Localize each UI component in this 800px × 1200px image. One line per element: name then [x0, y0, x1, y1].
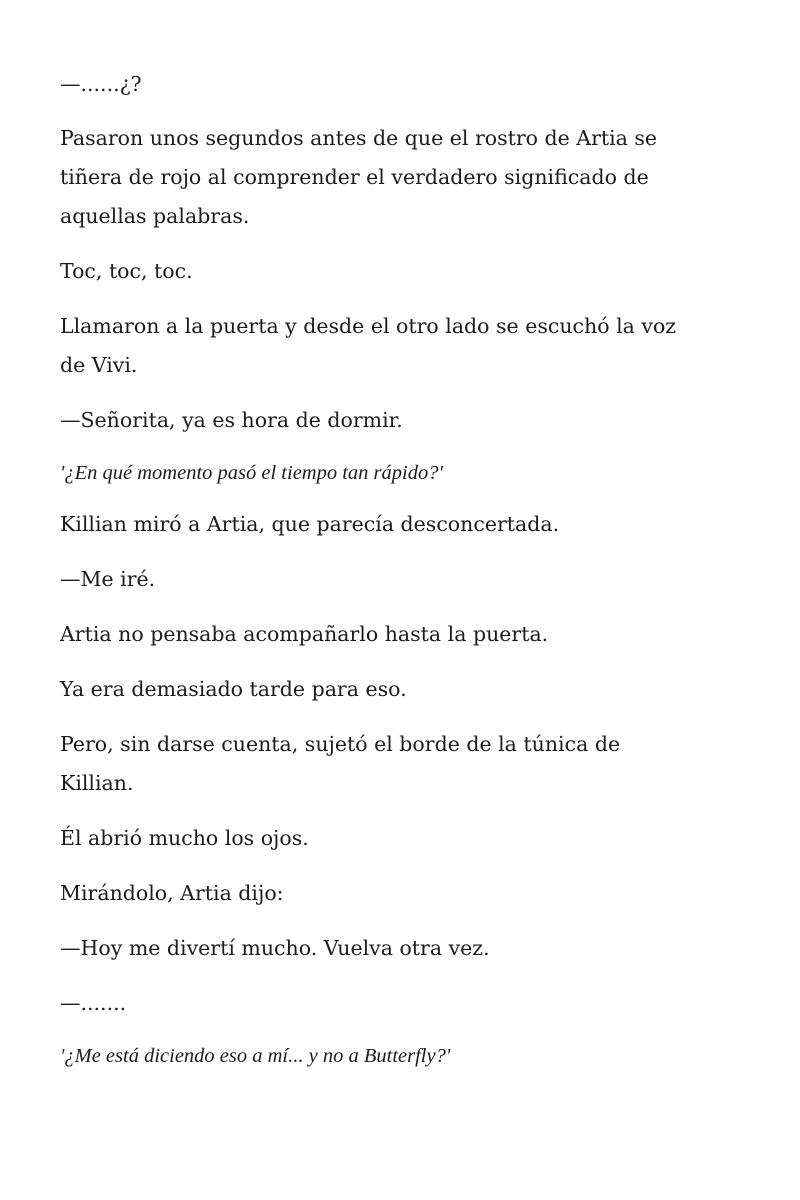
text-line: —Señorita, ya es hora de dormir. — [60, 408, 403, 432]
paragraph-12 — [60, 819, 740, 858]
text-line: Él abrió mucho los ojos. — [60, 826, 309, 850]
text-line: Killian miró a Artia, que parecía desconcertada. — [60, 512, 560, 536]
text-line: Llamaron a la puerta y desde el otro lado se escuchó la voz — [60, 314, 677, 338]
paragraph-1 — [60, 65, 740, 104]
text-line: de Vivi. — [60, 353, 138, 377]
text-line: —Me iré. — [60, 567, 156, 591]
paragraph-4 — [60, 307, 740, 385]
text-line: —Hoy me divertí mucho. Vuelva otra vez. — [60, 936, 490, 960]
text-line: Mirándolo, Artia dijo: — [60, 881, 284, 905]
paragraph-10 — [60, 670, 740, 709]
text-line: aquellas palabras. — [60, 204, 250, 228]
paragraph-6-thought — [60, 454, 740, 493]
paragraph-7 — [60, 505, 740, 544]
paragraph-9 — [60, 615, 740, 654]
text-line: Ya era demasiado tarde para eso. — [60, 677, 407, 701]
text-line: Killian. — [60, 771, 134, 795]
paragraph-3 — [60, 252, 740, 291]
text-line: '¿Me está diciendo eso a mí... y no a Butterfly?' — [60, 1045, 451, 1067]
text-line: tiñera de rojo al comprender el verdadero significado de — [60, 165, 649, 189]
paragraph-15 — [60, 984, 740, 1023]
paragraph-5 — [60, 401, 740, 440]
text-line: Artia no pensaba acompañarlo hasta la puerta. — [60, 622, 549, 646]
paragraph-2 — [60, 119, 740, 236]
paragraph-14 — [60, 929, 740, 968]
paragraph-13 — [60, 874, 740, 913]
text-line: Pasaron unos segundos antes de que el rostro de Artia se — [60, 126, 658, 150]
paragraph-8 — [60, 560, 740, 599]
text-line: —......¿? — [60, 72, 142, 96]
text-line: —....... — [60, 991, 127, 1015]
paragraph-16-thought — [60, 1037, 740, 1076]
paragraph-11 — [60, 725, 740, 803]
text-line: Toc, toc, toc. — [60, 259, 193, 283]
text-line: '¿En qué momento pasó el tiempo tan rápido?' — [60, 462, 443, 484]
text-line: Pero, sin darse cuenta, sujetó el borde de la túnica de — [60, 732, 621, 756]
